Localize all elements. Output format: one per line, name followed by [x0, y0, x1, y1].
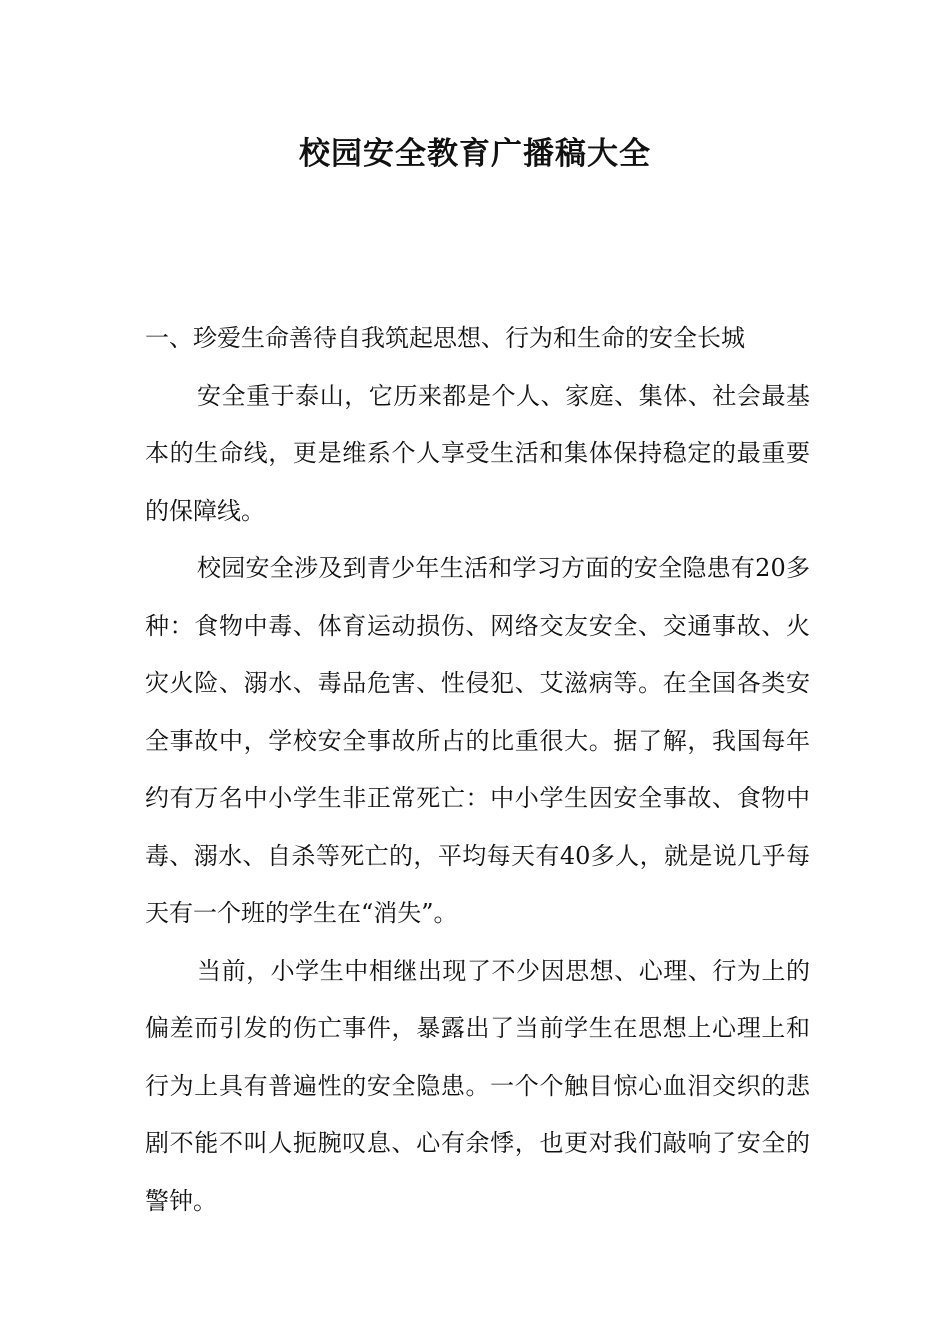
paragraph-current-situation: 当前，小学生中相继出现了不少因思想、心理、行为上的偏差而引发的伤亡事件，暴露出了当前学生在思想上心理上和行为上具有普遍性的安全隐患。一个个触目惊心血泪交织的悲剧不能不叫人扼腕叹息、心有余悸，也更对我们敲响了安全的警钟。	[145, 956, 810, 1215]
section-heading: 一、珍爱生命善待自我筑起思想、行为和生命的安全长城	[145, 324, 745, 352]
document-title: 校园安全教育广播稿大全	[299, 136, 651, 172]
document-body	[145, 310, 810, 1230]
paragraph-safety-importance: 安全重于泰山，它历来都是个人、家庭、集体、社会最基本的生命线，更是维系个人享受生活和集体保持稳定的最重要的保障线。	[145, 381, 810, 525]
paragraph-campus-hazards: 校园安全涉及到青少年生活和学习方面的安全隐患有20多种：食物中毒、体育运动损伤、网络交友安全、交通事故、火灾火险、溺水、毒品危害、性侵犯、艾滋病等。在全国各类安全事故中，学校安全事故所占的比重很大。据了解，我国每年约有万名中小学生非正常死亡：中小学生因安全事故、食物中毒、溺水、自杀等死亡的，平均每天有40多人，就是说几乎每天有一个班的学生在“消失”。	[145, 554, 810, 927]
